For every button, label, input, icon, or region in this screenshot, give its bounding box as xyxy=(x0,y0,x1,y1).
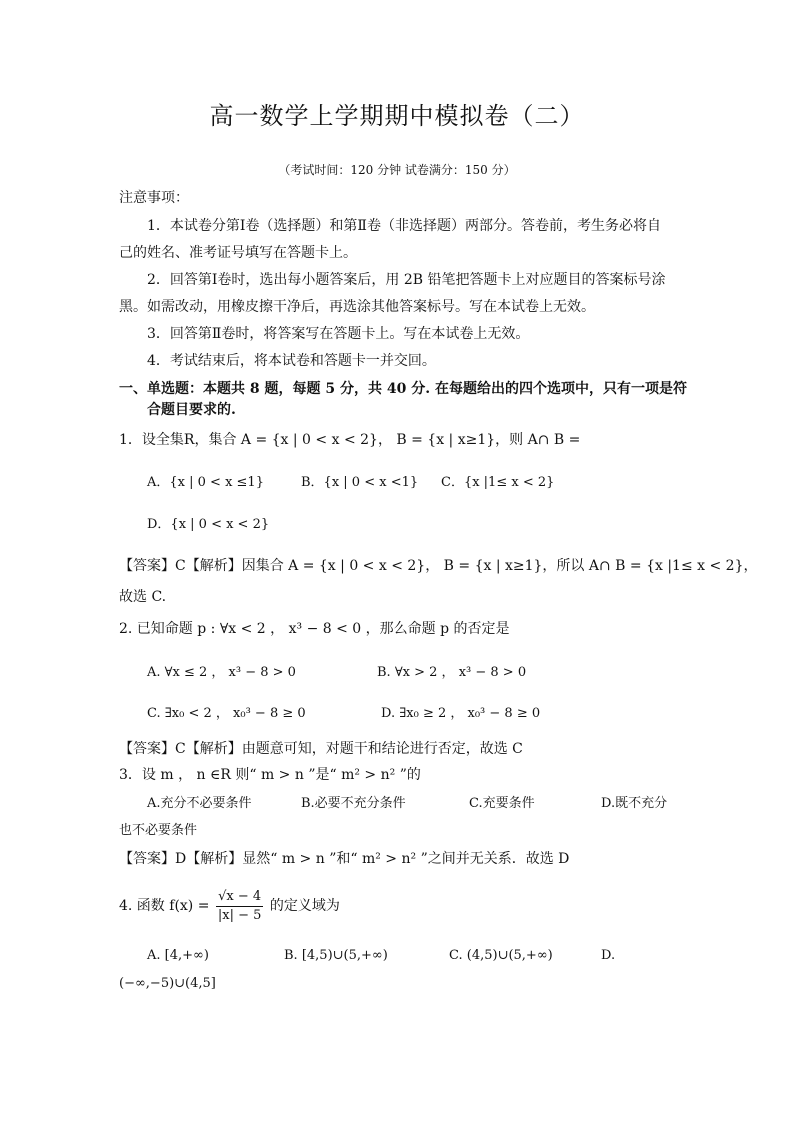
question-2-answer: 【答案】C【解析】由题意可知，对题干和结论进行否定，故选 C xyxy=(119,741,523,757)
question-1-option-a: A．{x | 0 < x ≤1} xyxy=(147,475,264,490)
question-2-stem: 2. 已知命题 p : ∀x < 2 ， x³ − 8 < 0 ，那么命题 p 的否定是 xyxy=(119,621,510,637)
notice-item-1: 1．本试卷分第Ⅰ卷（选择题）和第Ⅱ卷（非选择题）两部分。答卷前，考生务必将自 xyxy=(147,218,661,234)
question-3-option-a: A.充分不必要条件 xyxy=(147,796,252,811)
notice-item-2: 2．回答第Ⅰ卷时，选出每小题答案后，用 2B 铅笔把答题卡上对应题目的答案标号涂 xyxy=(147,272,666,288)
question-4-option-c: C. (4,5)∪(5,+∞) xyxy=(449,948,553,963)
question-2-option-a: A. ∀x ≤ 2 ， x³ − 8 > 0 xyxy=(147,665,296,680)
question-4-prefix: 4. 函数 f(x) = xyxy=(119,898,210,914)
question-3-option-d: D.既不充分 xyxy=(601,796,668,811)
question-4-suffix: 的定义域为 xyxy=(269,898,340,914)
notice-item-2-cont: 黑。如需改动，用橡皮擦干净后，再选涂其他答案标号。写在本试卷上无效。 xyxy=(119,299,595,315)
question-2-option-b: B. ∀x > 2 ， x³ − 8 > 0 xyxy=(377,665,527,680)
question-1-option-c: C．{x |1≤ x < 2} xyxy=(441,475,555,490)
question-4-option-b: B. [4,5)∪(5,+∞) xyxy=(284,948,388,963)
question-2-option-c: C. ∃x₀ < 2 ， x₀³ − 8 ≥ 0 xyxy=(147,706,306,721)
question-3-option-c: C.充要条件 xyxy=(469,796,535,811)
section-heading: 一、单选题：本题共 8 题，每题 5 分，共 40 分. 在每题给出的四个选项中，只有一项是符 xyxy=(119,381,687,397)
question-4-option-d-cont: (−∞,−5)∪(4,5] xyxy=(119,976,216,991)
question-1-stem: 1．设全集R，集合 A = {x | 0 < x < 2}， B = {x | x≥1}，则 A∩ B = xyxy=(119,432,581,448)
question-4-option-d: D. xyxy=(601,948,616,963)
question-3-option-d-cont: 也不必要条件 xyxy=(119,823,198,838)
question-4-stem xyxy=(119,886,340,926)
notice-heading: 注意事项： xyxy=(119,190,189,206)
fraction-denominator: |x| − 5 xyxy=(217,907,262,923)
question-1-answer: 【答案】C【解析】因集合 A = {x | 0 < x < 2}， B = {x | x≥1}，所以 A∩ B = {x |1≤ x < 2}， xyxy=(119,558,758,574)
question-3-answer: 【答案】D【解析】显然“ m > n ”和“ m² > n² ”之间并无关系．故选 D xyxy=(119,851,570,867)
question-1-option-d: D．{x | 0 < x < 2} xyxy=(147,517,270,532)
notice-item-1-cont: 己的姓名、准考证号填写在答题卡上。 xyxy=(119,245,357,261)
fraction-numerator: √x − 4 xyxy=(216,888,264,907)
exam-info: （考试时间：120 分钟 试卷满分：150 分） xyxy=(278,163,516,177)
function-fraction xyxy=(216,888,264,925)
question-1-option-b: B．{x | 0 < x <1} xyxy=(301,475,419,490)
question-1-answer-cont: 故选 C. xyxy=(119,589,167,605)
page-title: 高一数学上学期期中模拟卷（二） xyxy=(209,102,585,130)
question-2-option-d: D. ∃x₀ ≥ 2 ， x₀³ − 8 ≥ 0 xyxy=(381,706,541,721)
notice-item-4: 4．考试结束后，将本试卷和答题卡一并交回。 xyxy=(147,353,436,369)
notice-item-3: 3．回答第Ⅱ卷时，将答案写在答题卡上。写在本试卷上无效。 xyxy=(147,326,530,342)
question-3-option-b: B.必要不充分条件 xyxy=(301,796,406,811)
question-4-option-a: A. [4,+∞) xyxy=(147,948,209,963)
section-heading-cont: 合题目要求的. xyxy=(147,402,236,418)
question-3-stem: 3．设 m ， n ∈R 则“ m > n ”是“ m² > n² ”的 xyxy=(119,767,421,783)
